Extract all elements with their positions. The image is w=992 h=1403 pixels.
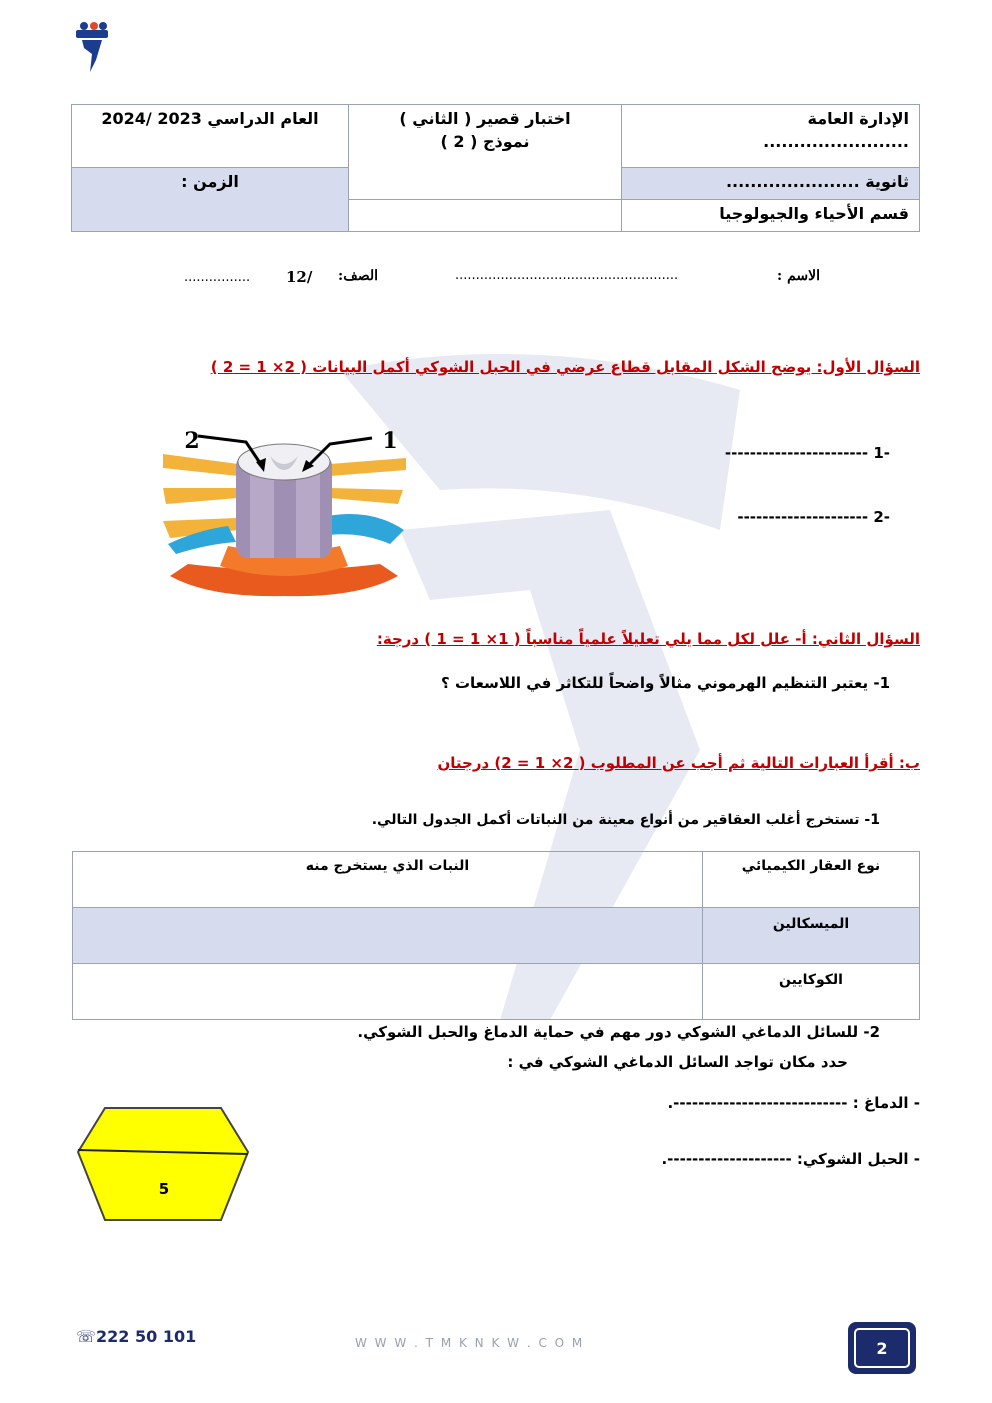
question-1-title: السؤال الأول: يوضح الشكل المقابل قطاع عرضي في الحبل الشوكي أكمل البيانات ( 2× 1 = 2 ) xyxy=(210,358,920,376)
header-plant-source: النبات الذي يستخرج منه xyxy=(73,852,703,908)
part-b-item-1: 1- تستخرج أغلب العقاقير من أنواع معينة من النباتات أكمل الجدول التالي. xyxy=(371,812,880,828)
year-cell xyxy=(72,105,349,168)
name-field[interactable]: ...................................................... xyxy=(455,268,679,283)
diagram-label-1: 1 xyxy=(382,428,398,454)
name-label: الاسم : xyxy=(777,268,820,284)
academic-year: العام الدراسي 2023 /2024 xyxy=(101,109,319,128)
class-label: الصف: xyxy=(338,268,378,284)
spinal-cord-diagram xyxy=(158,426,410,598)
part-b-item-2-line2: حدد مكان تواجد السائل الدماغي الشوكي في : xyxy=(507,1053,848,1071)
question-2-title: السؤال الثاني: أ- علل لكل مما يلي تعليلاً علمياً مناسباً ( 1× 1 = 1 ) درجة: xyxy=(376,630,920,648)
brain-answer[interactable]: - الدماغ : ----------------------------. xyxy=(667,1094,920,1112)
admin-dots: ........................ xyxy=(763,132,909,151)
class-section-field[interactable]: ................ xyxy=(184,270,251,285)
quiz-title-cell-bottom xyxy=(349,200,622,232)
department-cell xyxy=(622,200,920,232)
spinal-answer[interactable]: - الحبل الشوكي: --------------------. xyxy=(661,1150,920,1168)
quiz-title: اختبار قصير ( الثاني ) xyxy=(399,109,571,128)
part-b-title: ب: أقرأ العبارات التالية ثم أجب عن المطلوب ( 2× 1 = 2) درجتان xyxy=(437,754,920,772)
department-name: قسم الأحياء والجيولوجيا xyxy=(719,204,909,223)
score-hexagon xyxy=(76,1106,250,1224)
admin-cell xyxy=(622,105,920,168)
diagram-label-2: 2 xyxy=(184,428,200,454)
drug-cocaine: الكوكايين xyxy=(703,964,920,1020)
footer-phone: ☏222 50 101 xyxy=(76,1327,197,1346)
school-cell xyxy=(622,168,920,200)
header-drug-type: نوع العقار الكيميائي xyxy=(703,852,920,908)
admin-label: الإدارة العامة xyxy=(807,109,909,128)
quiz-title-cell xyxy=(349,105,622,200)
page-number: 2 xyxy=(854,1328,910,1368)
q2-item-1: 1- يعتبر التنظيم الهرموني مثالاً واضحاً للتكاثر في اللاسعات ؟ xyxy=(441,674,890,692)
part-b-item-2-line1: 2- للسائل الدماغي الشوكي دور مهم في حماية الدماغ والحبل الشوكي. xyxy=(357,1023,880,1041)
footer-website[interactable]: W W W . T M K N K W . C O M xyxy=(355,1336,585,1350)
time-cell xyxy=(72,168,349,232)
quiz-model: نموذج ( 2 ) xyxy=(440,132,530,151)
q1-answer-1[interactable]: -1 ----------------------- xyxy=(724,444,890,462)
q1-answer-2[interactable]: -2 --------------------- xyxy=(737,508,890,526)
plant-mescaline-answer[interactable] xyxy=(73,908,703,964)
header-table xyxy=(71,104,920,232)
drugs-table xyxy=(72,851,920,1020)
class-grade: 12/ xyxy=(286,268,313,286)
drug-mescaline: الميسكالين xyxy=(703,908,920,964)
school-logo-icon xyxy=(74,20,110,74)
school-name: ثانوية ...................... xyxy=(725,172,909,191)
time-label: الزمن : xyxy=(181,172,239,191)
page-number-box xyxy=(848,1322,916,1374)
score-value: 5 xyxy=(158,1180,170,1198)
plant-cocaine-answer[interactable] xyxy=(73,964,703,1020)
